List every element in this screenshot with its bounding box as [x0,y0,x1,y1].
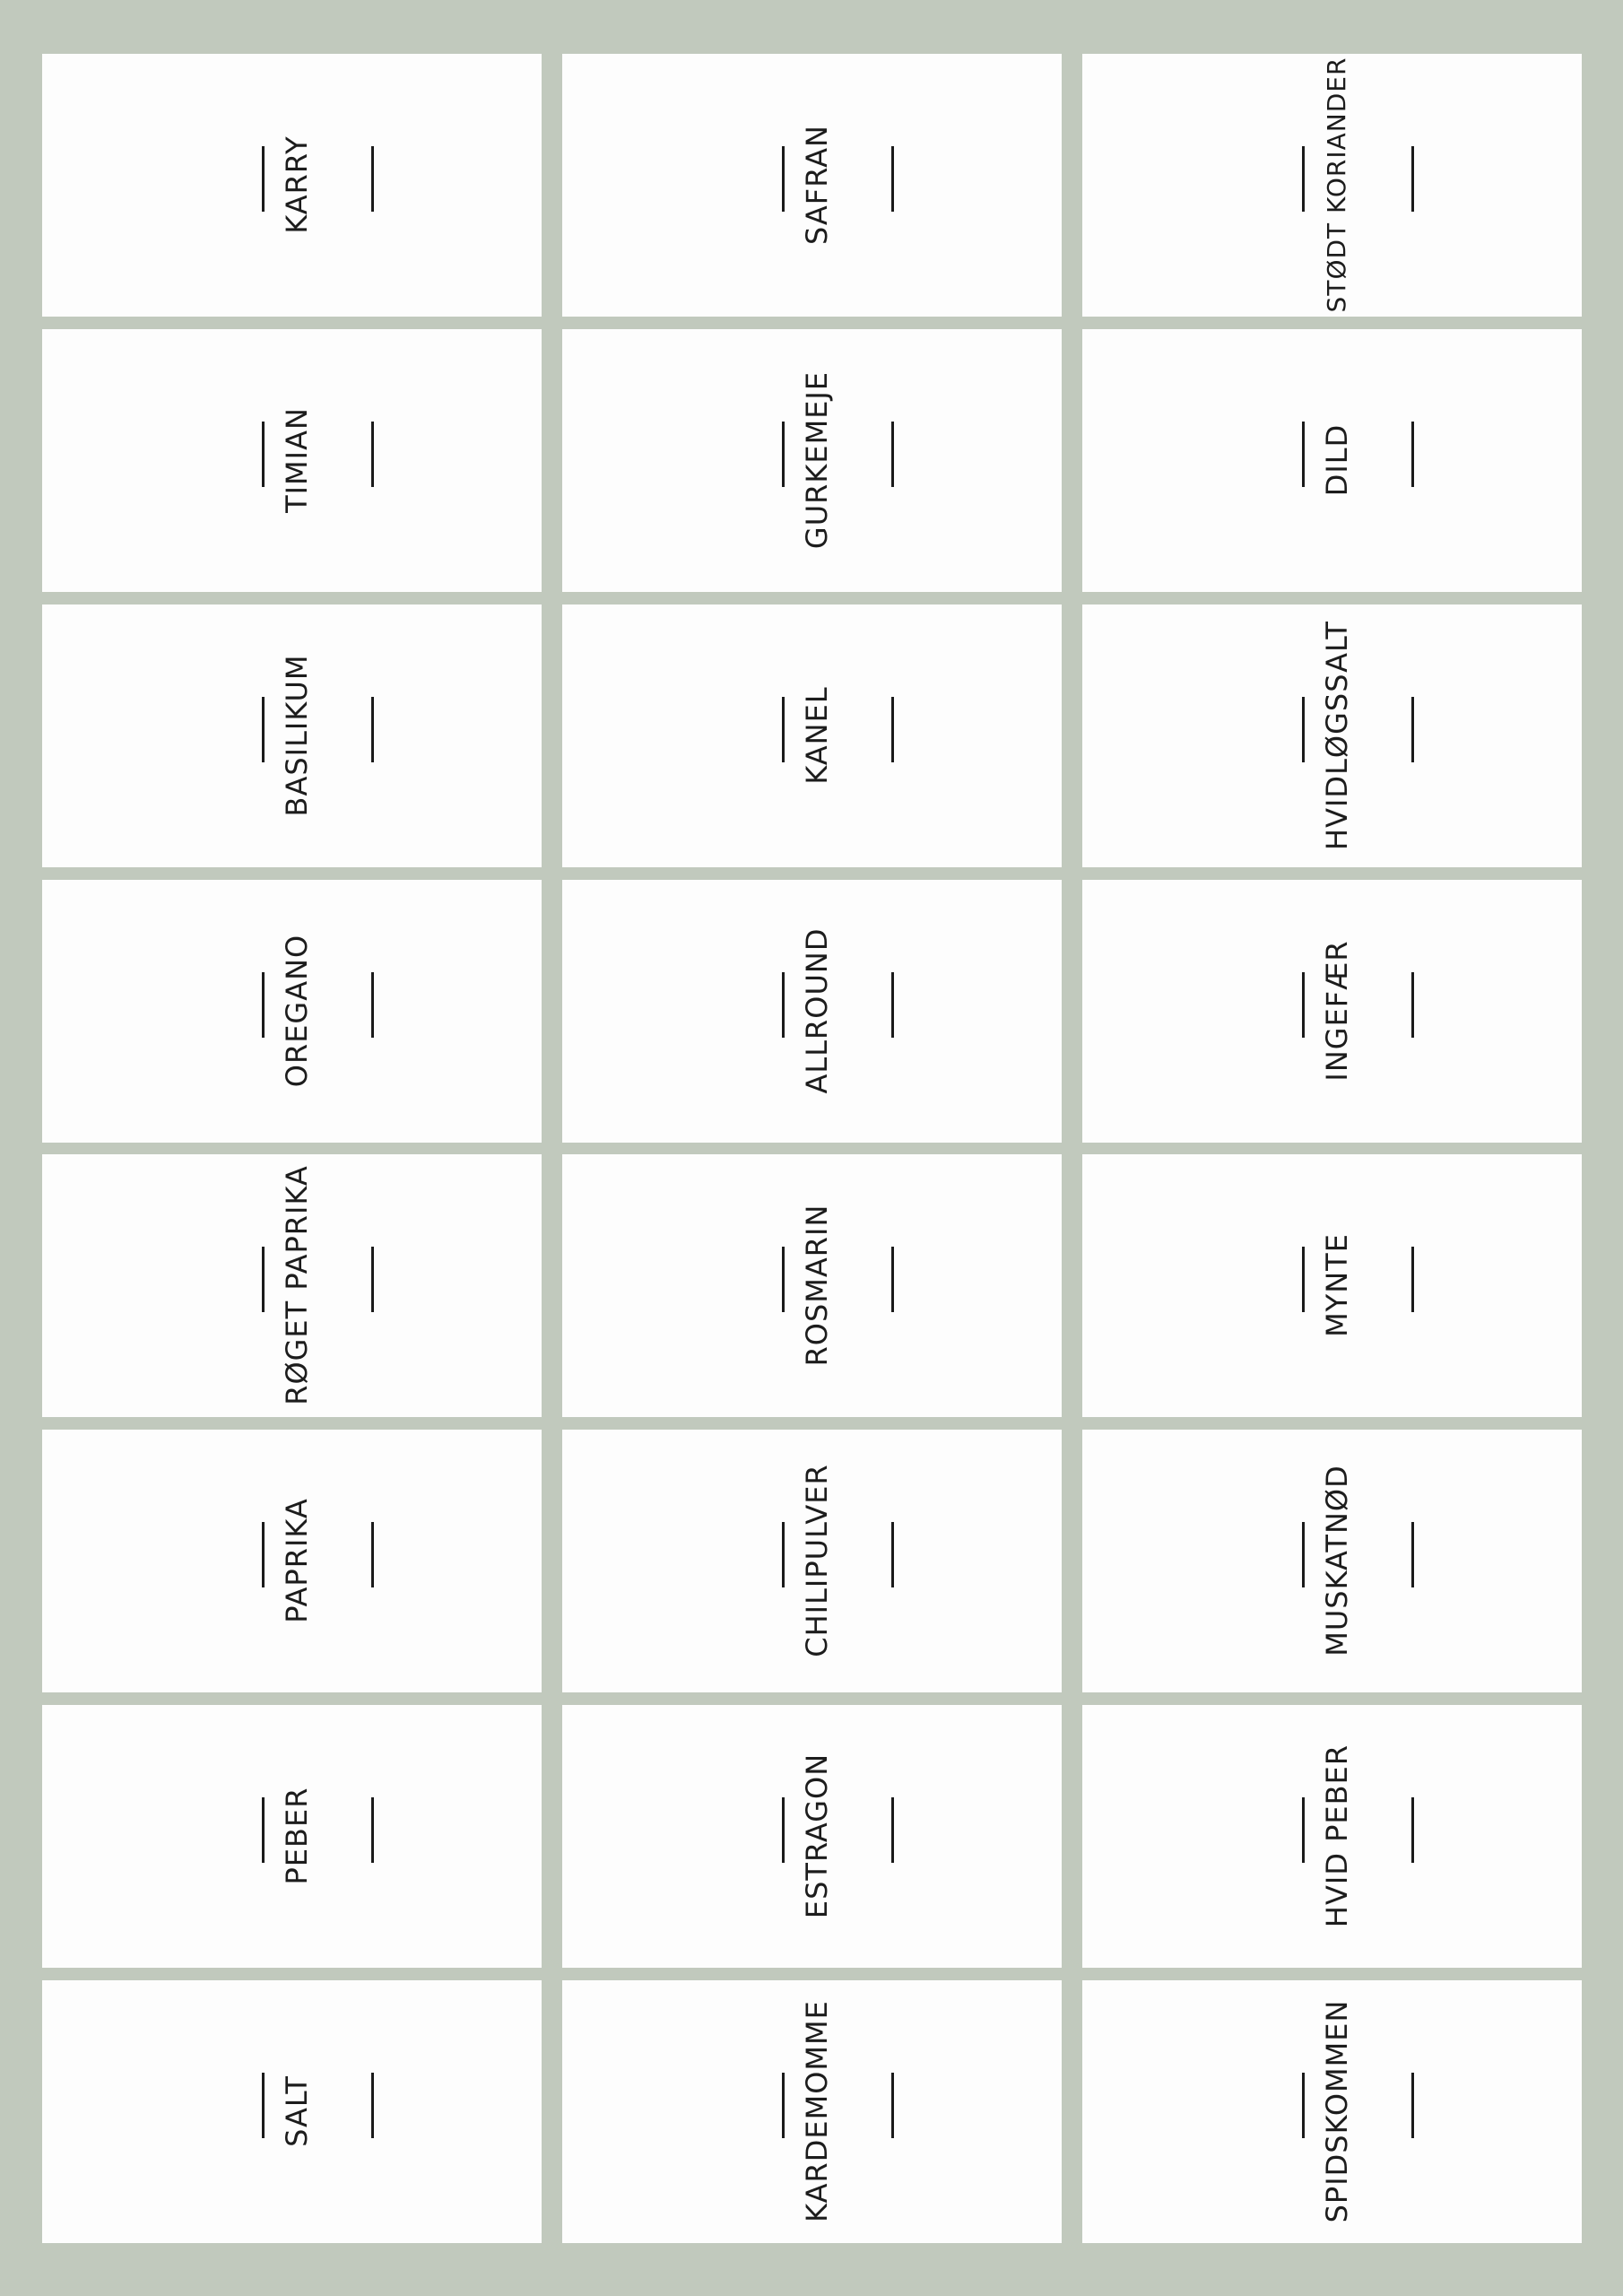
spice-name: MYNTE [1320,1233,1354,1338]
spice-label-card [1082,329,1582,592]
spice-name: ROSMARIN [800,1205,834,1367]
label-bar-left [1302,1247,1305,1312]
spice-name: INGEFÆR [1320,939,1354,1082]
label-bar-right [891,972,894,1038]
label-bar-right [1411,146,1414,212]
spice-label-card [42,1980,542,2243]
label-bar-right [1411,1247,1414,1312]
label-bar-left [1302,972,1305,1038]
spice-name: KARRY [280,135,314,234]
spice-label-card [42,604,542,867]
label-bar-left [1302,422,1305,487]
spice-name: GURKEMEJE [800,370,834,549]
label-bar-right [891,146,894,212]
spice-label-card [1082,1154,1582,1417]
spice-label-card [562,1705,1062,1968]
spice-name: SPIDSKOMMEN [1320,1999,1354,2223]
label-bar-left [262,697,265,762]
spice-label-card [562,1430,1062,1692]
label-bar-right [1411,1522,1414,1587]
label-bar-right [371,1522,374,1587]
spice-name: HVID PEBER [1320,1744,1354,1928]
spice-name: STØDT KORIANDER [1322,57,1351,313]
label-bar-right [1411,422,1414,487]
spice-label-card [42,1154,542,1417]
spice-name: KANEL [800,686,834,785]
spice-name: SAFRAN [800,125,834,245]
label-bar-left [1302,1797,1305,1863]
label-bar-right [371,146,374,212]
spice-label-card [562,1980,1062,2243]
label-bar-left [262,422,265,487]
spice-name: SALT [280,2075,314,2147]
spice-label-card [42,54,542,317]
label-bar-left [782,1797,785,1863]
label-bar-right [891,1247,894,1312]
label-bar-left [1302,2073,1305,2138]
spice-name: MUSKATNØD [1320,1465,1354,1657]
spice-label-card [1082,880,1582,1143]
label-bar-left [782,697,785,762]
label-bar-left [262,972,265,1038]
label-bar-left [782,422,785,487]
label-bar-right [891,1522,894,1587]
label-bar-right [891,697,894,762]
label-bar-left [262,1797,265,1863]
spice-name: RØGET PAPRIKA [280,1165,314,1406]
label-bar-left [782,1247,785,1312]
label-bar-left [782,1522,785,1587]
label-bar-right [891,1797,894,1863]
label-sheet [42,54,1582,2242]
label-bar-left [782,146,785,212]
spice-label-card [1082,54,1582,317]
label-bar-right [1411,2073,1414,2138]
spice-name: HVIDLØGSSALT [1320,620,1354,850]
label-bar-left [262,2073,265,2138]
label-bar-right [371,1797,374,1863]
spice-label-card [562,329,1062,592]
spice-label-card [42,1705,542,1968]
label-bar-right [891,2073,894,2138]
label-bar-right [371,422,374,487]
spice-name: OREGANO [280,934,314,1087]
spice-name: CHILIPULVER [800,1464,834,1658]
spice-label-card [1082,1705,1582,1968]
label-bar-right [371,1247,374,1312]
label-bar-right [891,422,894,487]
spice-name: ALLROUND [800,927,834,1094]
label-bar-left [1302,146,1305,212]
label-bar-left [262,1522,265,1587]
label-bar-left [1302,697,1305,762]
spice-label-card [562,1154,1062,1417]
spice-label-card [42,1430,542,1692]
spice-label-card [1082,604,1582,867]
spice-label-card [1082,1980,1582,2243]
spice-name: DILD [1320,423,1354,497]
spice-name: BASILIKUM [280,654,314,817]
spice-name: PAPRIKA [280,1498,314,1624]
spice-label-card [1082,1430,1582,1692]
spice-label-card [562,54,1062,317]
label-bar-right [1411,1797,1414,1863]
label-bar-right [1411,972,1414,1038]
label-bar-left [262,146,265,212]
spice-name: TIMIAN [280,406,314,513]
spice-label-card [562,604,1062,867]
spice-label-card [562,880,1062,1143]
label-bar-right [1411,697,1414,762]
label-bar-left [782,2073,785,2138]
spice-name: ESTRAGON [800,1753,834,1919]
spice-label-card [42,880,542,1143]
label-bar-right [371,972,374,1038]
label-bar-right [371,2073,374,2138]
spice-label-card [42,329,542,592]
label-bar-left [782,972,785,1038]
label-bar-left [1302,1522,1305,1587]
spice-name: PEBER [280,1787,314,1885]
label-bar-left [262,1247,265,1312]
spice-name: KARDEMOMME [800,2000,834,2222]
label-bar-right [371,697,374,762]
